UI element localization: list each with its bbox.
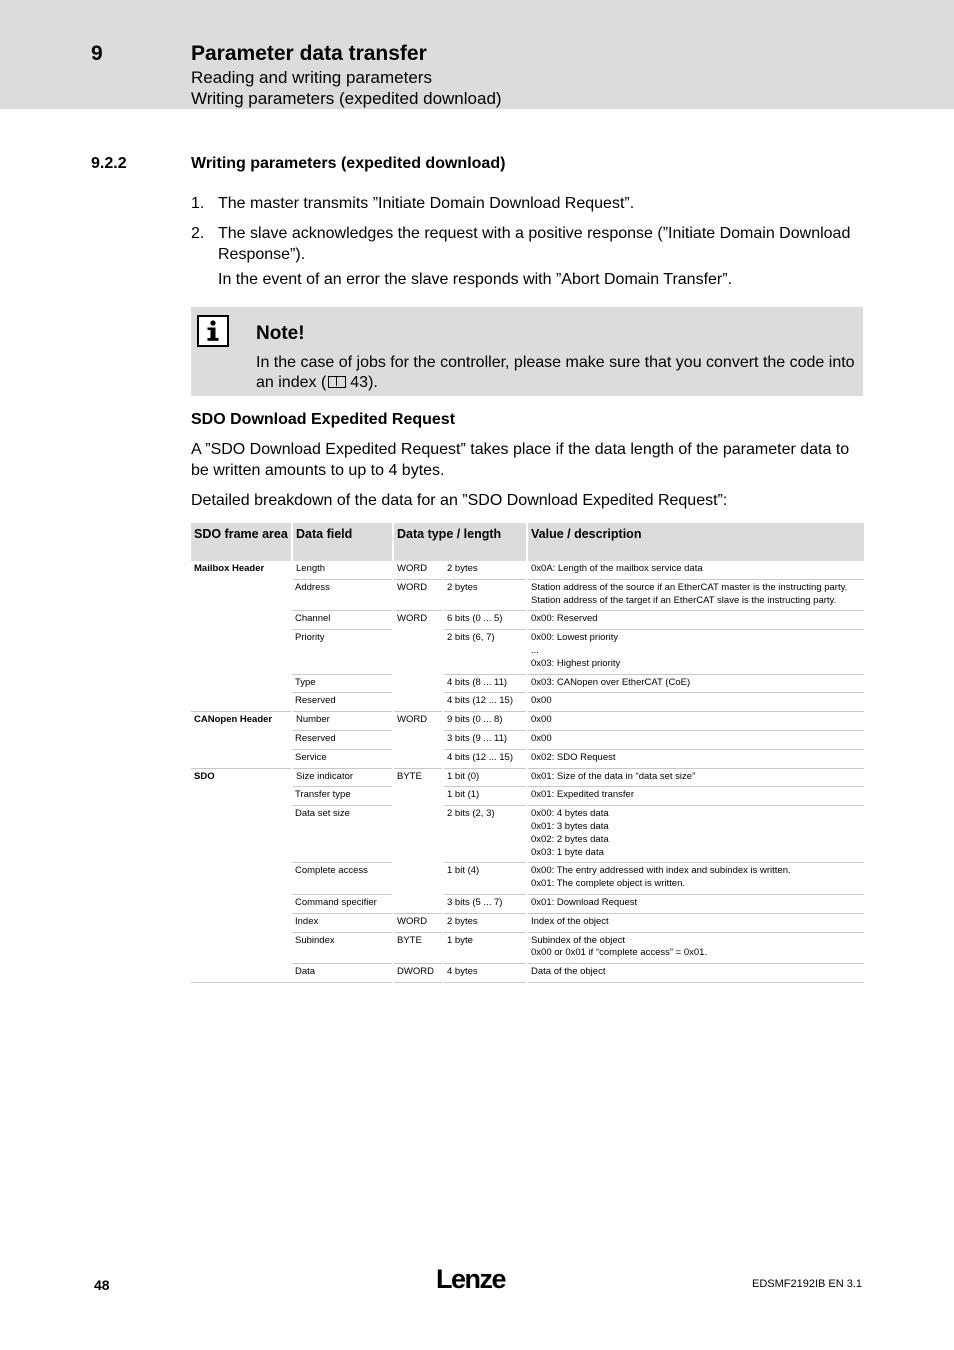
cell-value-description: Subindex of the object 0x00 or 0x01 if “complete access” = 0x01. [527,932,864,964]
cell-data-field: Reserved [292,693,393,712]
table-row [191,768,864,787]
cell-data-type: BYTE [393,932,443,964]
cell-value-description: Data of the object [527,964,864,983]
cell-value-description: 0x00: The entry addressed with index and subindex is written. 0x01: The complete object is written. [527,863,864,895]
table-row [191,579,864,611]
cell-value-description: 0x01: Size of the data in “data set size” [527,768,864,787]
cell-value-description: 0x00 [527,712,864,731]
sdo-paragraph-1: A ”SDO Download Expedited Request” takes place if the data length of the parameter data to be written amounts to up to 4 bytes. [191,441,850,479]
cell-data-field: Length [292,561,393,579]
cell-length: 4 bits (8 ... 11) [443,674,527,693]
cell-value-description: 0x0A: Length of the mailbox service data [527,561,864,579]
cell-length: 1 bit (4) [443,863,527,895]
table-body [191,561,864,982]
table-row [191,913,864,932]
cell-length: 1 bit (0) [443,768,527,787]
cell-length: 4 bits (12 ... 15) [443,693,527,712]
cell-data-field: Complete access [292,863,393,895]
cell-data-field: Index [292,913,393,932]
cell-data-type: WORD [393,913,443,932]
cell-data-field: Subindex [292,932,393,964]
note-text-before: In the case of jobs for the controller, please make sure that you convert the code into an index ( [256,354,855,391]
table-row [191,630,864,674]
cell-value-description: 0x03: CANopen over EtherCAT (CoE) [527,674,864,693]
cell-data-field: Size indicator [292,768,393,787]
cell-length: 2 bytes [443,561,527,579]
cell-frame-area: SDO [191,768,292,982]
cell-data-type: BYTE [393,768,443,913]
cell-data-type: WORD [393,579,443,611]
table-row [191,894,864,913]
header-value-description: Value / description [527,523,864,561]
table-row [191,787,864,806]
cell-data-field: Reserved [292,730,393,749]
cell-frame-area: CANopen Header [191,712,292,768]
cell-data-field: Command specifier [292,894,393,913]
cell-data-field: Address [292,579,393,611]
book-icon [328,376,346,388]
header-data-type-length: Data type / length [393,523,527,561]
cell-value-description: 0x00 [527,693,864,712]
step-text: The slave acknowledges the request with a positive response (”Initiate Domain Download Response”). [218,225,851,263]
chapter-number: 9 [91,42,103,65]
cell-data-field: Type [292,674,393,693]
cell-value-description: 0x00 [527,730,864,749]
cell-data-field: Number [292,712,393,731]
cell-length: 4 bytes [443,964,527,983]
table-row [191,561,864,579]
cell-length: 1 bit (1) [443,787,527,806]
table-row [191,674,864,693]
cell-value-description: 0x00: Reserved [527,611,864,630]
cell-data-field: Service [292,749,393,768]
cell-length: 2 bits (2, 3) [443,806,527,863]
cell-length: 1 byte [443,932,527,964]
lenze-logo: Lenze [436,1264,506,1294]
note-page-ref[interactable]: 43 [350,374,369,391]
cell-value-description: 0x00: Lowest priority ... 0x03: Highest priority [527,630,864,674]
sdo-paragraph-2: Detailed breakdown of the data for an ”SDO Download Expedited Request”: [191,492,728,509]
cell-value-description: 0x02: SDO Request [527,749,864,768]
section-number: 9.2.2 [91,155,127,172]
cell-value-description: 0x01: Download Request [527,894,864,913]
table-row [191,964,864,983]
cell-length: 3 bits (9 ... 11) [443,730,527,749]
chapter-subtitle-1: Reading and writing parameters [191,68,432,87]
table-row [191,932,864,964]
cell-length: 6 bits (0 ... 5) [443,611,527,630]
table-row [191,712,864,731]
cell-frame-area: Mailbox Header [191,561,292,712]
table-row [191,749,864,768]
sdo-data-table [191,523,864,983]
cell-value-description: Station address of the source if an EtherCAT master is the instructing party. Station address of the target if an EtherCAT slave is the instructing party. [527,579,864,611]
cell-data-field: Priority [292,630,393,674]
cell-length: 3 bits (5 ... 7) [443,894,527,913]
step-text: The master transmits ”Initiate Domain Download Request”. [218,195,635,212]
step-number: 2. [191,225,205,242]
cell-value-description: Index of the object [527,913,864,932]
cell-data-type: WORD [393,561,443,579]
info-icon [197,315,229,347]
note-text [256,353,856,393]
cell-data-type: WORD [393,712,443,768]
page-number: 48 [94,1277,110,1293]
note-title: Note! [256,323,305,344]
chapter-title: Parameter data transfer [191,42,427,65]
sdo-heading: SDO Download Expedited Request [191,411,456,428]
step-number: 1. [191,195,205,212]
chapter-subtitle-2: Writing parameters (expedited download) [191,89,502,108]
note-box [191,307,863,396]
table-row [191,730,864,749]
cell-data-field: Data [292,964,393,983]
cell-value-description: 0x00: 4 bytes data 0x01: 3 bytes data 0x02: 2 bytes data 0x03: 1 byte data [527,806,864,863]
cell-length: 2 bytes [443,913,527,932]
table-row [191,611,864,630]
cell-data-field: Channel [292,611,393,630]
section-title: Writing parameters (expedited download) [191,155,506,172]
table-row [191,863,864,895]
cell-data-field: Transfer type [292,787,393,806]
header-data-field: Data field [292,523,393,561]
step-2-extra: In the event of an error the slave responds with ”Abort Domain Transfer”. [218,271,733,288]
table-row [191,806,864,863]
cell-length: 9 bits (0 ... 8) [443,712,527,731]
table-header-row [191,523,864,561]
cell-length: 4 bits (12 ... 15) [443,749,527,768]
cell-length: 2 bytes [443,579,527,611]
header-sdo-frame-area: SDO frame area [191,523,292,561]
cell-value-description: 0x01: Expedited transfer [527,787,864,806]
document-id: EDSMF2192IB EN 3.1 [752,1278,863,1290]
table-row [191,693,864,712]
note-text-after: ). [368,374,378,391]
cell-length: 2 bits (6, 7) [443,630,527,674]
cell-data-type: DWORD [393,964,443,983]
cell-data-type: WORD [393,611,443,712]
cell-data-field: Data set size [292,806,393,863]
